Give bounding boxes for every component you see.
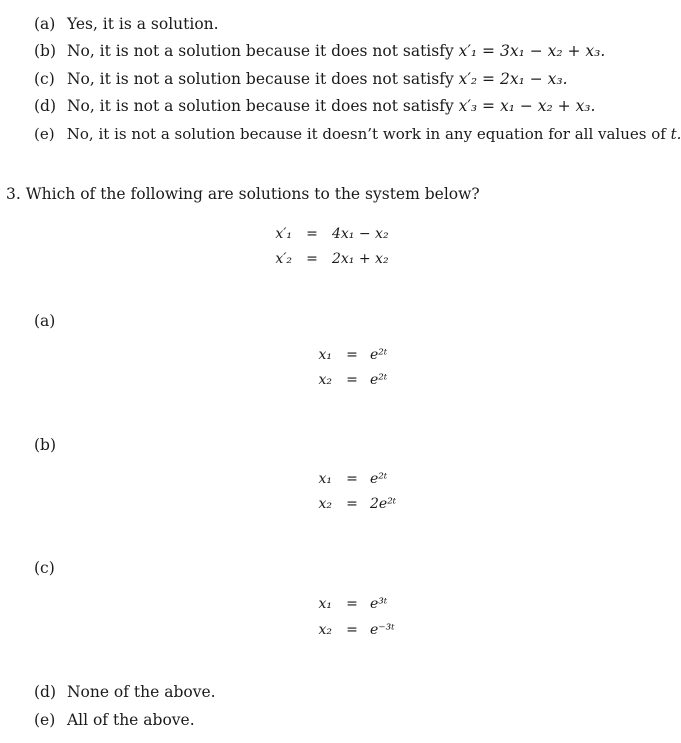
equation-rhs: 2e²ᵗ	[370, 496, 397, 512]
option-text: No, it is not a solution because it does not satisfy	[66, 70, 454, 88]
option-label: (b)	[34, 42, 57, 60]
equals-sign: =	[306, 251, 318, 267]
option-label: (e)	[34, 125, 55, 143]
equals-sign: =	[346, 347, 358, 363]
option-label: (d)	[34, 97, 57, 115]
choice-b-label: (b)	[34, 436, 57, 454]
prev-option-b	[34, 41, 605, 61]
equation-lhs: x₂	[318, 622, 332, 638]
equation-lhs: x₁	[318, 596, 332, 612]
equals-sign: =	[346, 372, 358, 388]
choice-c-label: (c)	[34, 559, 55, 577]
equals-sign: =	[346, 596, 358, 612]
system-equation-2	[262, 249, 422, 269]
equation-lhs: x₁	[318, 471, 332, 487]
option-text: All of the above.	[66, 711, 195, 729]
option-text: None of the above.	[66, 683, 216, 701]
prev-option-d	[34, 96, 595, 116]
equals-sign: =	[346, 471, 358, 487]
option-math: x′₃ = x₁ − x₂ + x₃.	[458, 97, 596, 115]
choice-a-label: (a)	[34, 312, 56, 330]
equation-rhs: e²ᵗ	[370, 471, 388, 487]
system-equation-1	[262, 224, 422, 244]
equation-rhs: 2x₁ + x₂	[332, 251, 389, 267]
prev-option-a	[34, 14, 219, 34]
option-math: x′₂ = 2x₁ − x₃.	[458, 70, 568, 88]
equation-lhs: x′₁	[275, 226, 292, 242]
equals-sign: =	[346, 496, 358, 512]
option-label: (e)	[34, 711, 56, 729]
equation-rhs: e³ᵗ	[370, 596, 388, 612]
choice-b-row-1	[302, 469, 422, 489]
equation-lhs: x′₂	[275, 251, 292, 267]
equation-lhs: x₁	[318, 347, 332, 363]
option-text: No, it is not a solution because it does not satisfy	[66, 97, 454, 115]
option-label: (a)	[34, 15, 56, 33]
option-text: Yes, it is a solution.	[66, 15, 219, 33]
prev-option-e	[34, 124, 681, 144]
choice-a-row-1	[302, 345, 422, 365]
final-option-e	[34, 710, 195, 730]
option-label: (d)	[34, 683, 57, 701]
option-text: No, it is not a solution because it does not satisfy	[66, 42, 454, 60]
equals-sign: =	[306, 226, 318, 242]
choice-c-row-1	[302, 594, 422, 614]
question-text: Which of the following are solutions to the system below?	[25, 185, 480, 203]
equation-lhs: x₂	[318, 496, 332, 512]
equals-sign: =	[346, 622, 358, 638]
option-math: t.	[670, 125, 681, 143]
equation-rhs: 4x₁ − x₂	[332, 226, 389, 242]
option-label: (c)	[34, 70, 55, 88]
final-option-d	[34, 682, 216, 702]
question-number: 3.	[6, 185, 21, 203]
equation-lhs: x₂	[318, 372, 332, 388]
equation-rhs: e²ᵗ	[370, 372, 388, 388]
option-math: x′₁ = 3x₁ − x₂ + x₃.	[458, 42, 606, 60]
choice-c-row-2	[302, 620, 422, 640]
equation-rhs: e⁻³ᵗ	[370, 622, 395, 638]
equation-rhs: e²ᵗ	[370, 347, 388, 363]
choice-b-row-2	[302, 494, 422, 514]
option-text: No, it is not a solution because it doesn’t work in any equation for all values of	[66, 125, 666, 143]
question-3	[6, 184, 480, 204]
choice-a-row-2	[302, 370, 422, 390]
prev-option-c	[34, 69, 568, 89]
